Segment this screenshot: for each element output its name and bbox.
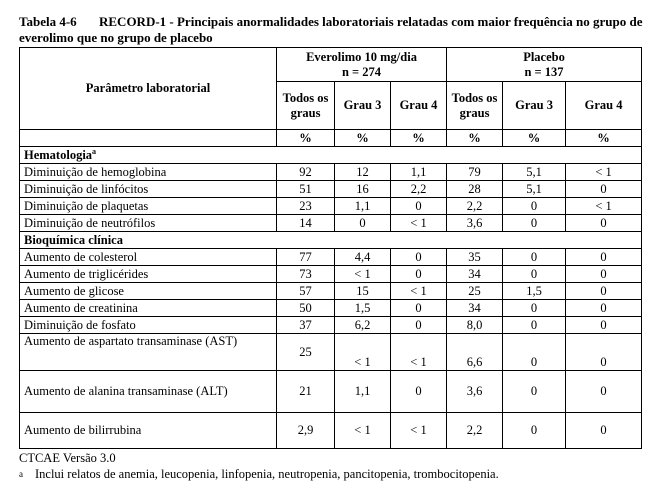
subcol-header: Todos os graus — [277, 82, 335, 130]
table-row — [20, 198, 642, 215]
value-cell: 25 — [277, 334, 335, 371]
footnote-marker: a — [92, 146, 97, 156]
param-cell: Aumento de creatinina — [20, 300, 277, 317]
value-cell: 23 — [277, 198, 335, 215]
table-title: RECORD-1 - Principais anormalidades laboratoriais relatadas com maior frequência no grupo de everolimo que no grupo de placebo — [19, 14, 643, 45]
value-cell: 1,1 — [391, 164, 447, 181]
value-cell: 0 — [566, 249, 642, 266]
value-cell: 0 — [566, 215, 642, 232]
value-cell: 15 — [335, 283, 391, 300]
lab-abnormalities-table — [19, 47, 642, 449]
value-cell: < 1 — [391, 334, 447, 371]
unit-label: % — [335, 130, 391, 147]
value-cell: 0 — [503, 249, 566, 266]
value-cell: 6,6 — [447, 334, 503, 371]
value-cell: 0 — [391, 249, 447, 266]
value-cell: 0 — [503, 215, 566, 232]
value-cell: 92 — [277, 164, 335, 181]
table-row — [20, 283, 642, 300]
value-cell: 0 — [503, 371, 566, 413]
table-row — [20, 215, 642, 232]
subcol-header: Grau 3 — [503, 82, 566, 130]
value-cell: 14 — [277, 215, 335, 232]
placebo-n: n = 137 — [524, 64, 564, 79]
value-cell: 21 — [277, 371, 335, 413]
table-number: Tabela 4-6 — [19, 14, 77, 29]
value-cell: 0 — [566, 334, 642, 371]
value-cell: 28 — [447, 181, 503, 198]
value-cell: 0 — [391, 371, 447, 413]
value-cell: 1,1 — [335, 198, 391, 215]
value-cell: 0 — [503, 198, 566, 215]
value-cell: 2,9 — [277, 413, 335, 449]
value-cell: 5,1 — [503, 164, 566, 181]
table-row — [20, 317, 642, 334]
everolimus-name: Everolimo 10 mg/dia — [306, 49, 417, 64]
unit-label: % — [277, 130, 335, 147]
param-cell: Diminuição de fosfato — [20, 317, 277, 334]
value-cell: 77 — [277, 249, 335, 266]
value-cell: 3,6 — [447, 215, 503, 232]
value-cell: < 1 — [335, 266, 391, 283]
value-cell: 51 — [277, 181, 335, 198]
value-cell: 0 — [566, 181, 642, 198]
section-title: Bioquímica clínica — [20, 232, 642, 249]
param-cell: Aumento de glicose — [20, 283, 277, 300]
unit-spacer — [20, 130, 277, 147]
value-cell: 1,1 — [335, 371, 391, 413]
footnote-a — [19, 467, 499, 482]
value-cell: 0 — [566, 317, 642, 334]
value-cell: 34 — [447, 300, 503, 317]
subcol-header: Grau 4 — [566, 82, 642, 130]
param-cell: Aumento de bilirrubina — [20, 413, 277, 449]
value-cell: 3,6 — [447, 371, 503, 413]
table-row — [20, 300, 642, 317]
value-cell: 5,1 — [503, 181, 566, 198]
value-cell: 35 — [447, 249, 503, 266]
section-title — [20, 147, 642, 164]
value-cell: 2,2 — [391, 181, 447, 198]
value-cell: 1,5 — [503, 283, 566, 300]
table-caption — [19, 14, 644, 46]
unit-label: % — [391, 130, 447, 147]
value-cell: 0 — [391, 198, 447, 215]
value-cell: 12 — [335, 164, 391, 181]
footnote-a-marker: a — [19, 469, 23, 479]
table-row — [20, 413, 642, 449]
param-cell: Diminuição de hemoglobina — [20, 164, 277, 181]
value-cell: 2,2 — [447, 413, 503, 449]
placebo-name: Placebo — [523, 49, 565, 64]
table-row — [20, 181, 642, 198]
unit-label: % — [503, 130, 566, 147]
value-cell: 57 — [277, 283, 335, 300]
param-cell: Aumento de alanina transaminase (ALT) — [20, 371, 277, 413]
value-cell: 0 — [566, 413, 642, 449]
value-cell: < 1 — [566, 198, 642, 215]
value-cell: < 1 — [391, 283, 447, 300]
value-cell: < 1 — [335, 334, 391, 371]
param-cell: Diminuição de plaquetas — [20, 198, 277, 215]
value-cell: 16 — [335, 181, 391, 198]
value-cell: 2,2 — [447, 198, 503, 215]
footnote-a-text: Inclui relatos de anemia, leucopenia, linfopenia, neutropenia, pancitopenia, trombocitopenia. — [35, 467, 499, 481]
value-cell: 0 — [335, 215, 391, 232]
param-cell: Aumento de aspartato transaminase (AST) — [20, 334, 277, 371]
value-cell: 37 — [277, 317, 335, 334]
subcol-header: Todos os graus — [447, 82, 503, 130]
value-cell: 0 — [391, 266, 447, 283]
table-row — [20, 334, 642, 371]
value-cell: 0 — [503, 266, 566, 283]
value-cell: 0 — [391, 317, 447, 334]
value-cell: < 1 — [335, 413, 391, 449]
section-title-text: Hematologia — [24, 147, 93, 162]
table-row — [20, 371, 642, 413]
section-row — [20, 147, 642, 164]
everolimus-n: n = 274 — [341, 64, 382, 79]
value-cell: 0 — [566, 300, 642, 317]
value-cell: 34 — [447, 266, 503, 283]
value-cell: 50 — [277, 300, 335, 317]
subcol-header: Grau 4 — [391, 82, 447, 130]
value-cell: 6,2 — [335, 317, 391, 334]
subcol-header: Grau 3 — [335, 82, 391, 130]
value-cell: 0 — [566, 283, 642, 300]
value-cell: 0 — [503, 413, 566, 449]
value-cell: 0 — [503, 300, 566, 317]
unit-label: % — [566, 130, 642, 147]
section-row — [20, 232, 642, 249]
value-cell: 1,5 — [335, 300, 391, 317]
value-cell: 79 — [447, 164, 503, 181]
param-cell: Diminuição de neutrófilos — [20, 215, 277, 232]
value-cell: < 1 — [566, 164, 642, 181]
value-cell: 8,0 — [447, 317, 503, 334]
table-row — [20, 266, 642, 283]
value-cell: 73 — [277, 266, 335, 283]
placebo-group-header — [447, 48, 642, 82]
value-cell: 0 — [391, 300, 447, 317]
value-cell: 0 — [503, 317, 566, 334]
unit-label: % — [447, 130, 503, 147]
param-cell: Diminuição de linfócitos — [20, 181, 277, 198]
value-cell: 4,4 — [335, 249, 391, 266]
value-cell: 0 — [503, 334, 566, 371]
param-column-header: Parâmetro laboratorial — [20, 48, 277, 130]
table-row — [20, 249, 642, 266]
param-cell: Aumento de triglicérides — [20, 266, 277, 283]
footnote-version: CTCAE Versão 3.0 — [19, 451, 116, 465]
table-row — [20, 164, 642, 181]
value-cell: < 1 — [391, 215, 447, 232]
param-cell: Aumento de colesterol — [20, 249, 277, 266]
value-cell: 0 — [566, 266, 642, 283]
everolimus-group-header — [277, 48, 447, 82]
value-cell: 25 — [447, 283, 503, 300]
value-cell: 0 — [566, 371, 642, 413]
value-cell: < 1 — [391, 413, 447, 449]
